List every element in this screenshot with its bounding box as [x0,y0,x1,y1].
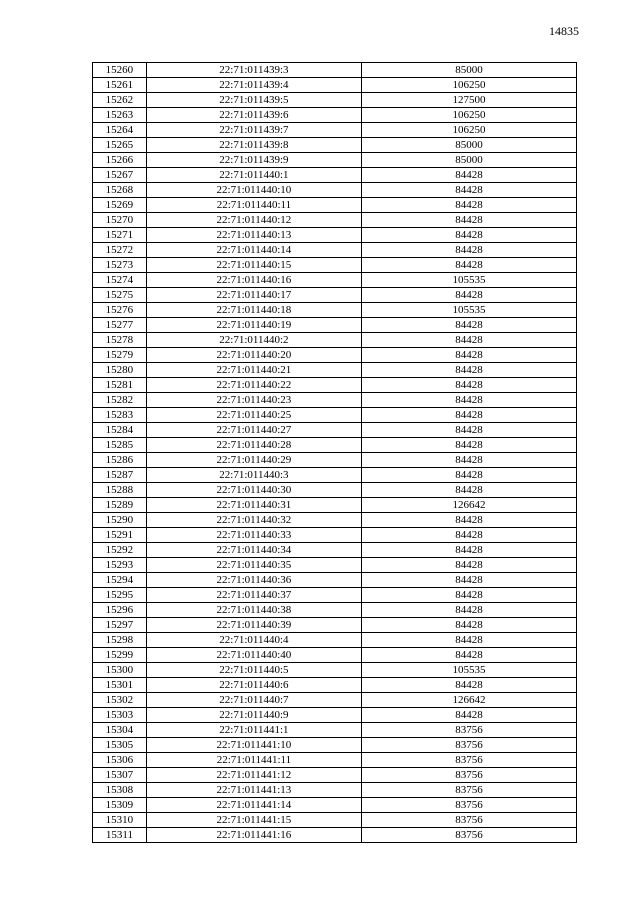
value-cell: 84428 [362,438,577,453]
row-number-cell: 15308 [93,783,147,798]
cadastral-number-cell: 22:71:011439:5 [146,93,361,108]
cadastral-number-cell: 22:71:011440:34 [146,543,361,558]
cadastral-number-cell: 22:71:011440:31 [146,498,361,513]
cadastral-number-cell: 22:71:011440:17 [146,288,361,303]
row-number-cell: 15281 [93,378,147,393]
cadastral-number-cell: 22:71:011440:29 [146,453,361,468]
table-row [93,558,577,573]
cadastral-number-cell: 22:71:011440:25 [146,408,361,423]
row-number-cell: 15278 [93,333,147,348]
value-cell: 83756 [362,813,577,828]
cadastral-number-cell: 22:71:011441:14 [146,798,361,813]
cadastral-number-cell: 22:71:011440:30 [146,483,361,498]
table-row [93,783,577,798]
value-cell: 84428 [362,213,577,228]
table-body [93,63,577,843]
table-row [93,753,577,768]
row-number-cell: 15262 [93,93,147,108]
table-row [93,93,577,108]
row-number-cell: 15260 [93,63,147,78]
value-cell: 83756 [362,783,577,798]
value-cell: 84428 [362,528,577,543]
table-row [93,573,577,588]
row-number-cell: 15301 [93,678,147,693]
table-row [93,378,577,393]
value-cell: 85000 [362,63,577,78]
cadastral-number-cell: 22:71:011440:15 [146,258,361,273]
cadastral-number-cell: 22:71:011440:35 [146,558,361,573]
table-row [93,708,577,723]
value-cell: 84428 [362,423,577,438]
table-row [93,393,577,408]
value-cell: 84428 [362,468,577,483]
row-number-cell: 15283 [93,408,147,423]
row-number-cell: 15299 [93,648,147,663]
value-cell: 85000 [362,153,577,168]
cadastral-number-cell: 22:71:011441:16 [146,828,361,843]
row-number-cell: 15267 [93,168,147,183]
table-row [93,363,577,378]
value-cell: 84428 [362,618,577,633]
row-number-cell: 15263 [93,108,147,123]
table-row [93,738,577,753]
cadastral-number-cell: 22:71:011439:8 [146,138,361,153]
row-number-cell: 15306 [93,753,147,768]
table-row [93,333,577,348]
cadastral-number-cell: 22:71:011440:10 [146,183,361,198]
table-row [93,483,577,498]
table-row [93,618,577,633]
table-row [93,198,577,213]
value-cell: 84428 [362,183,577,198]
cadastral-number-cell: 22:71:011439:3 [146,63,361,78]
table-row [93,438,577,453]
cadastral-number-cell: 22:71:011440:6 [146,678,361,693]
value-cell: 126642 [362,498,577,513]
cadastral-number-cell: 22:71:011440:12 [146,213,361,228]
table-row [93,453,577,468]
row-number-cell: 15304 [93,723,147,738]
table-row [93,213,577,228]
row-number-cell: 15292 [93,543,147,558]
table-row [93,588,577,603]
table-row [93,108,577,123]
table-row [93,243,577,258]
cadastral-number-cell: 22:71:011440:2 [146,333,361,348]
table-row [93,123,577,138]
table-row [93,423,577,438]
value-cell: 84428 [362,648,577,663]
cadastral-number-cell: 22:71:011440:32 [146,513,361,528]
table-row [93,168,577,183]
value-cell: 83756 [362,828,577,843]
page-number: 14835 [549,24,579,38]
row-number-cell: 15309 [93,798,147,813]
row-number-cell: 15284 [93,423,147,438]
row-number-cell: 15293 [93,558,147,573]
cadastral-number-cell: 22:71:011441:10 [146,738,361,753]
row-number-cell: 15305 [93,738,147,753]
cadastral-number-cell: 22:71:011440:18 [146,303,361,318]
row-number-cell: 15282 [93,393,147,408]
value-cell: 127500 [362,93,577,108]
row-number-cell: 15297 [93,618,147,633]
value-cell: 83756 [362,723,577,738]
data-table [92,62,577,843]
cadastral-number-cell: 22:71:011439:7 [146,123,361,138]
cadastral-number-cell: 22:71:011439:9 [146,153,361,168]
value-cell: 106250 [362,123,577,138]
row-number-cell: 15294 [93,573,147,588]
row-number-cell: 15277 [93,318,147,333]
value-cell: 83756 [362,738,577,753]
row-number-cell: 15298 [93,633,147,648]
row-number-cell: 15287 [93,468,147,483]
cadastral-number-cell: 22:71:011441:15 [146,813,361,828]
row-number-cell: 15280 [93,363,147,378]
value-cell: 84428 [362,603,577,618]
table-row [93,138,577,153]
table-row [93,498,577,513]
row-number-cell: 15302 [93,693,147,708]
value-cell: 106250 [362,78,577,93]
cadastral-number-cell: 22:71:011440:16 [146,273,361,288]
row-number-cell: 15261 [93,78,147,93]
cadastral-number-cell: 22:71:011440:20 [146,348,361,363]
value-cell: 84428 [362,348,577,363]
value-cell: 105535 [362,663,577,678]
value-cell: 105535 [362,273,577,288]
value-cell: 84428 [362,378,577,393]
cadastral-number-cell: 22:71:011440:7 [146,693,361,708]
value-cell: 84428 [362,633,577,648]
value-cell: 84428 [362,708,577,723]
value-cell: 126642 [362,693,577,708]
table-row [93,768,577,783]
row-number-cell: 15264 [93,123,147,138]
table-row [93,798,577,813]
table-row [93,603,577,618]
cadastral-number-cell: 22:71:011441:13 [146,783,361,798]
value-cell: 84428 [362,483,577,498]
value-cell: 84428 [362,168,577,183]
cadastral-number-cell: 22:71:011440:27 [146,423,361,438]
table-row [93,153,577,168]
table-row [93,78,577,93]
cadastral-number-cell: 22:71:011440:28 [146,438,361,453]
value-cell: 84428 [362,363,577,378]
cadastral-number-cell: 22:71:011440:36 [146,573,361,588]
value-cell: 84428 [362,333,577,348]
cadastral-number-cell: 22:71:011440:33 [146,528,361,543]
table-row [93,633,577,648]
row-number-cell: 15286 [93,453,147,468]
table-row [93,318,577,333]
cadastral-number-cell: 22:71:011441:1 [146,723,361,738]
value-cell: 84428 [362,513,577,528]
table-row [93,348,577,363]
table-row [93,468,577,483]
table-row [93,723,577,738]
row-number-cell: 15279 [93,348,147,363]
cadastral-number-cell: 22:71:011440:39 [146,618,361,633]
value-cell: 84428 [362,198,577,213]
value-cell: 83756 [362,798,577,813]
value-cell: 83756 [362,753,577,768]
table-row [93,678,577,693]
value-cell: 85000 [362,138,577,153]
table-row [93,648,577,663]
value-cell: 84428 [362,543,577,558]
table-row [93,663,577,678]
table-row [93,303,577,318]
row-number-cell: 15273 [93,258,147,273]
cadastral-number-cell: 22:71:011440:1 [146,168,361,183]
cadastral-number-cell: 22:71:011440:3 [146,468,361,483]
cadastral-number-cell: 22:71:011440:22 [146,378,361,393]
table-row [93,63,577,78]
value-cell: 84428 [362,393,577,408]
value-cell: 84428 [362,288,577,303]
table-row [93,828,577,843]
cadastral-number-cell: 22:71:011440:21 [146,363,361,378]
table-row [93,228,577,243]
table-row [93,693,577,708]
row-number-cell: 15272 [93,243,147,258]
row-number-cell: 15303 [93,708,147,723]
row-number-cell: 15310 [93,813,147,828]
row-number-cell: 15290 [93,513,147,528]
row-number-cell: 15295 [93,588,147,603]
cadastral-number-cell: 22:71:011439:4 [146,78,361,93]
cadastral-number-cell: 22:71:011440:4 [146,633,361,648]
value-cell: 84428 [362,678,577,693]
cadastral-number-cell: 22:71:011441:12 [146,768,361,783]
cadastral-number-cell: 22:71:011440:13 [146,228,361,243]
row-number-cell: 15269 [93,198,147,213]
value-cell: 106250 [362,108,577,123]
cadastral-number-cell: 22:71:011440:23 [146,393,361,408]
value-cell: 84428 [362,558,577,573]
row-number-cell: 15311 [93,828,147,843]
cadastral-number-cell: 22:71:011440:9 [146,708,361,723]
value-cell: 84428 [362,243,577,258]
value-cell: 105535 [362,303,577,318]
row-number-cell: 15265 [93,138,147,153]
row-number-cell: 15296 [93,603,147,618]
table-row [93,273,577,288]
row-number-cell: 15288 [93,483,147,498]
table-row [93,513,577,528]
value-cell: 84428 [362,318,577,333]
cadastral-number-cell: 22:71:011440:5 [146,663,361,678]
row-number-cell: 15289 [93,498,147,513]
table-row [93,528,577,543]
cadastral-number-cell: 22:71:011440:37 [146,588,361,603]
table-row [93,258,577,273]
value-cell: 84428 [362,258,577,273]
cadastral-number-cell: 22:71:011439:6 [146,108,361,123]
row-number-cell: 15274 [93,273,147,288]
value-cell: 84428 [362,228,577,243]
cadastral-number-cell: 22:71:011440:38 [146,603,361,618]
table-row [93,543,577,558]
row-number-cell: 15276 [93,303,147,318]
cadastral-number-cell: 22:71:011440:14 [146,243,361,258]
row-number-cell: 15270 [93,213,147,228]
table-row [93,288,577,303]
row-number-cell: 15271 [93,228,147,243]
row-number-cell: 15300 [93,663,147,678]
table-row [93,408,577,423]
value-cell: 84428 [362,453,577,468]
value-cell: 84428 [362,588,577,603]
cadastral-number-cell: 22:71:011440:19 [146,318,361,333]
table-row [93,183,577,198]
row-number-cell: 15291 [93,528,147,543]
row-number-cell: 15275 [93,288,147,303]
cadastral-number-cell: 22:71:011440:40 [146,648,361,663]
row-number-cell: 15285 [93,438,147,453]
row-number-cell: 15307 [93,768,147,783]
row-number-cell: 15266 [93,153,147,168]
cadastral-number-cell: 22:71:011440:11 [146,198,361,213]
value-cell: 84428 [362,408,577,423]
cadastral-number-cell: 22:71:011441:11 [146,753,361,768]
table-row [93,813,577,828]
row-number-cell: 15268 [93,183,147,198]
value-cell: 83756 [362,768,577,783]
value-cell: 84428 [362,573,577,588]
